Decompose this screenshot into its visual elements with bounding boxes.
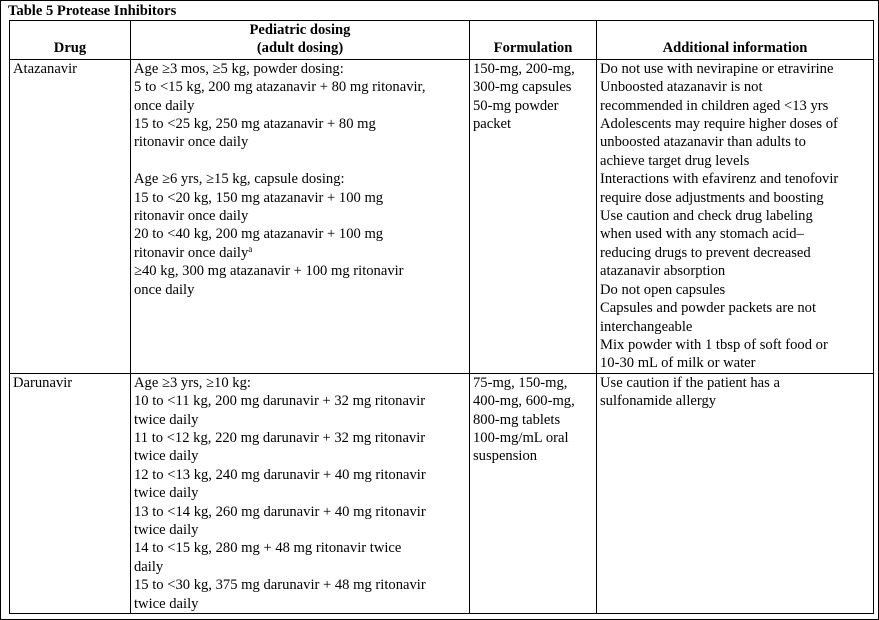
dosing-line: Age ≥3 yrs, ≥10 kg: xyxy=(134,374,251,391)
dosing-line xyxy=(134,244,466,262)
dosing-line: daily xyxy=(134,558,164,575)
dosing-line: once daily xyxy=(134,97,195,114)
info-line: unboosted atazanavir than adults to xyxy=(600,134,806,151)
info-cell xyxy=(597,59,874,373)
protease-inhibitors-table xyxy=(9,20,874,614)
formulation-line: 300-mg capsules xyxy=(473,79,572,96)
dosing-line: 15 to <25 kg, 250 mg atazanavir + 80 mg xyxy=(134,116,376,133)
info-line: Mix powder with 1 tbsp of soft food or xyxy=(600,336,828,353)
dosing-line: 15 to <30 kg, 375 mg darunavir + 48 mg ritonavir xyxy=(134,577,426,594)
formulation-line: 50-mg powder xyxy=(473,97,559,114)
info-line: recommended in children aged <13 yrs xyxy=(600,97,829,114)
dosing-line: 10 to <11 kg, 200 mg darunavir + 32 mg ritonavir xyxy=(134,393,426,410)
header-formulation: Formulation xyxy=(470,21,597,60)
header-dosing xyxy=(131,21,470,60)
dosing-line: twice daily xyxy=(134,411,199,428)
dosing-cell xyxy=(131,373,470,613)
dosing-line: ≥40 kg, 300 mg atazanavir + 100 mg ritonavir xyxy=(134,263,404,280)
formulation-line: 150-mg, 200-mg, xyxy=(473,60,575,77)
table-row xyxy=(10,59,874,373)
formulation-line: suspension xyxy=(473,448,538,465)
dosing-line: twice daily xyxy=(134,448,199,465)
info-line: Use caution and check drug labeling xyxy=(600,208,813,225)
spacer xyxy=(134,152,466,170)
info-line: Do not open capsules xyxy=(600,281,726,298)
formulation-cell xyxy=(470,59,597,373)
header-drug: Drug xyxy=(10,21,131,60)
info-line: require dose adjustments and boosting xyxy=(600,189,824,206)
info-line: sulfonamide allergy xyxy=(600,393,717,410)
info-line: 10-30 mL of milk or water xyxy=(600,355,756,372)
info-line: interchangeable xyxy=(600,318,693,335)
formulation-line: 400-mg, 600-mg, xyxy=(473,393,575,410)
dosing-line: ritonavir once daily xyxy=(134,208,249,225)
info-line: Capsules and powder packets are not xyxy=(600,300,816,317)
dosing-line: 13 to <14 kg, 260 mg darunavir + 40 mg ritonavir xyxy=(134,503,426,520)
table-row xyxy=(10,373,874,613)
info-line: Adolescents may require higher doses of xyxy=(600,116,838,133)
formulation-line: 75-mg, 150-mg, xyxy=(473,374,568,391)
dosing-line: Age ≥6 yrs, ≥15 kg, capsule dosing: xyxy=(134,171,345,188)
dosing-line: 12 to <13 kg, 240 mg darunavir + 40 mg ritonavir xyxy=(134,466,426,483)
header-row xyxy=(10,21,874,60)
dosing-line: twice daily xyxy=(134,485,199,502)
info-line: Use caution if the patient has a xyxy=(600,374,780,391)
info-line: Do not use with nevirapine or etravirine xyxy=(600,60,834,77)
header-dosing-line1: Pediatric dosing xyxy=(249,22,351,38)
footnote-marker: a xyxy=(248,243,253,254)
header-info: Additional information xyxy=(597,21,874,60)
dosing-line: 5 to <15 kg, 200 mg atazanavir + 80 mg ritonavir, xyxy=(134,79,426,96)
dosing-text: ritonavir once daily xyxy=(134,244,249,261)
dosing-line: ritonavir once daily xyxy=(134,134,249,151)
info-line: reducing drugs to prevent decreased xyxy=(600,244,811,261)
info-line: Interactions with efavirenz and tenofovir xyxy=(600,171,839,188)
drug-cell: Atazanavir xyxy=(10,59,131,373)
info-line: Unboosted atazanavir is not xyxy=(600,79,763,96)
header-dosing-line2: (adult dosing) xyxy=(256,40,344,57)
info-line: achieve target drug levels xyxy=(600,152,750,169)
formulation-cell xyxy=(470,373,597,613)
formulation-line: packet xyxy=(473,116,512,133)
dosing-line: Age ≥3 mos, ≥5 kg, powder dosing: xyxy=(134,60,344,77)
formulation-line: 100-mg/mL oral xyxy=(473,429,569,446)
dosing-cell xyxy=(131,59,470,373)
dosing-line: twice daily xyxy=(134,595,199,612)
drug-cell: Darunavir xyxy=(10,373,131,613)
dosing-line: once daily xyxy=(134,281,195,298)
dosing-line: twice daily xyxy=(134,521,199,538)
formulation-line: 800-mg tablets xyxy=(473,411,561,428)
dosing-line: 11 to <12 kg, 220 mg darunavir + 32 mg ritonavir xyxy=(134,429,426,446)
info-line: when used with any stomach acid– xyxy=(600,226,804,243)
dosing-line: 15 to <20 kg, 150 mg atazanavir + 100 mg xyxy=(134,189,384,206)
info-line: atazanavir absorption xyxy=(600,263,726,280)
info-cell xyxy=(597,373,874,613)
dosing-line: 20 to <40 kg, 200 mg atazanavir + 100 mg xyxy=(134,226,384,243)
table-title: Table 5 Protease Inhibitors xyxy=(8,3,177,19)
dosing-line: 14 to <15 kg, 280 mg + 48 mg ritonavir twice xyxy=(134,540,402,557)
